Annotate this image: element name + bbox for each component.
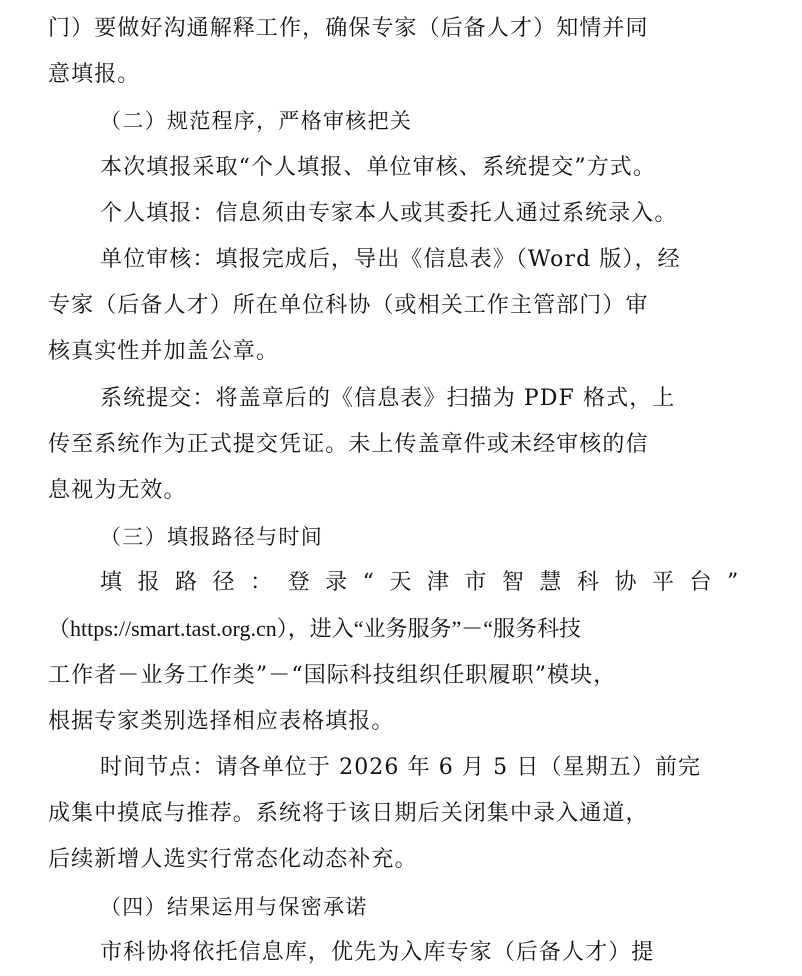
paragraph-line: 时间节点：请各单位于 2026 年 6 月 5 日（星期五）前完 (100, 755, 702, 780)
section-heading-4: （四）结果运用与保密承诺 (100, 894, 368, 919)
body-line: 成集中摸底与推荐。系统将于该日期后关闭集中录入通道， (48, 801, 649, 827)
paragraph-line: 本次填报采取“个人填报、单位审核、系统提交”方式。 (100, 154, 656, 180)
paragraph-line: 个人填报：信息须由专家本人或其委托人通过系统录入。 (100, 200, 678, 226)
section-heading-2: （二）规范程序，严格审核把关 (100, 109, 413, 134)
document-page (48, 6, 754, 976)
paragraph-line-spaced: 填 报 路 径 ： 登 录 “ 天 津 市 智 慧 科 协 平 台 ” (100, 570, 737, 596)
paragraph-line: 市科协将依托信息库，优先为入库专家（后备人才）提 (100, 939, 655, 965)
url-line: （https://smart.tast.org.cn），进入“业务服务”－“服务科技 (48, 616, 582, 642)
paragraph-line: 单位审核：填报完成后，导出《信息表》（Word 版），经 (100, 246, 681, 272)
body-line: 门）要做好沟通解释工作，确保专家（后备人才）知情并同 (48, 16, 649, 41)
body-line: 传至系统作为正式提交凭证。未上传盖章件或未经审核的信 (48, 431, 649, 457)
body-line: 意填报。 (48, 62, 141, 88)
body-line: 核真实性并加盖公章。 (48, 339, 280, 365)
body-line: 专家（后备人才）所在单位科协（或相关工作主管部门）审 (48, 293, 649, 319)
body-line: 后续新增人选实行常态化动态补充。 (48, 847, 418, 873)
section-heading-3: （三）填报路径与时间 (100, 525, 323, 550)
body-line: 根据专家类别选择相应表格填报。 (48, 708, 395, 734)
paragraph-line: 系统提交：将盖章后的《信息表》扫描为 PDF 格式，上 (100, 385, 676, 411)
body-line: 息视为无效。 (48, 477, 187, 503)
body-line: 工作者－业务工作类”－“国际科技组织任职履职”模块， (48, 662, 617, 688)
